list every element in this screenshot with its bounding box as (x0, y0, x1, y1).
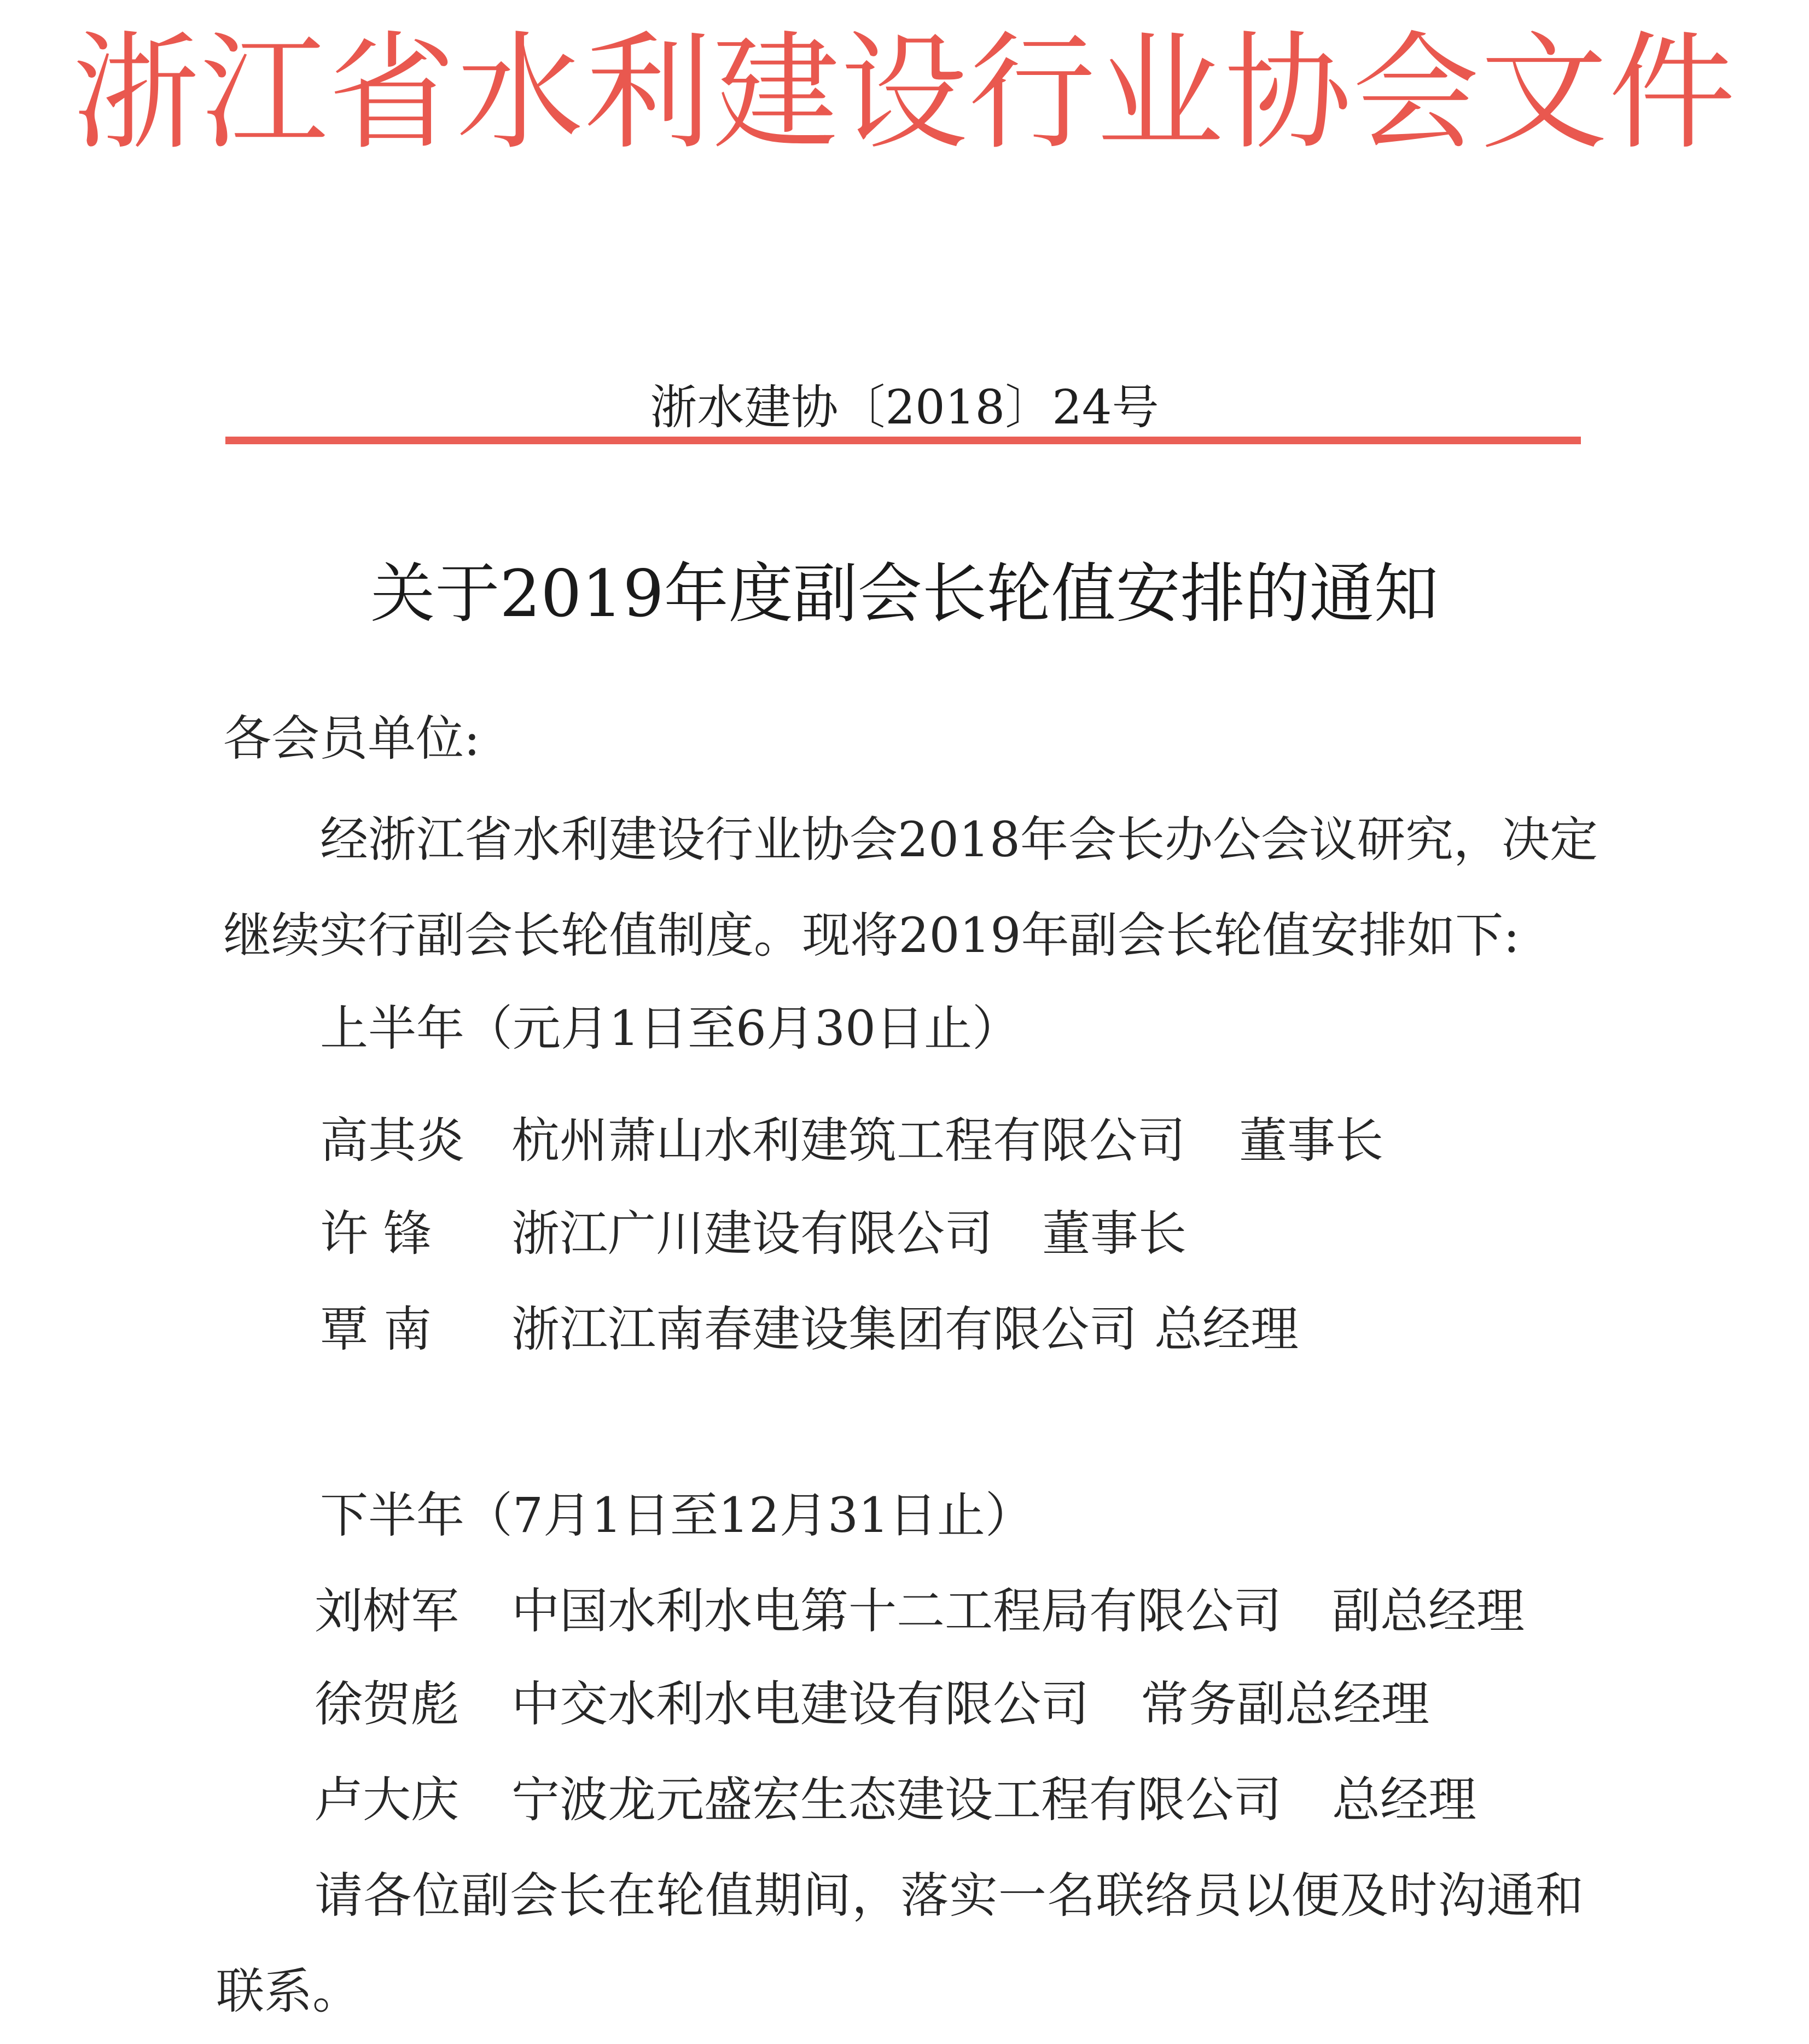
salutation: 各会员单位: (223, 710, 480, 766)
person-name: 许 锋 (320, 1205, 432, 1262)
second-half-heading: 下半年（7月1日至12月31日止） (320, 1487, 1033, 1543)
person-company: 浙江广川建设有限公司 (511, 1205, 993, 1262)
person-name: 高其炎 (320, 1112, 465, 1169)
person-company: 宁波龙元盛宏生态建设工程有限公司 (511, 1772, 1282, 1828)
person-company: 中交水利水电建设有限公司 (511, 1676, 1090, 1732)
person-position: 总经理 (1154, 1301, 1299, 1357)
notice-title: 关于2019年度副会长轮值安排的通知 (370, 556, 1439, 631)
person-position: 常务副总经理 (1141, 1676, 1430, 1732)
document-number: 浙水建协〔2018〕24号 (650, 380, 1159, 435)
first-half-heading: 上半年（元月1日至6月30日止） (320, 1000, 1020, 1056)
person-company: 中国水利水电第十二工程局有限公司 (511, 1583, 1282, 1639)
closing-paragraph-line-1: 请各位副会长在轮值期间，落实一名联络员以便及时沟通和 (315, 1867, 1584, 1924)
person-company: 杭州萧山水利建筑工程有限公司 (511, 1112, 1186, 1169)
person-position: 董事长 (1042, 1205, 1187, 1262)
person-name: 覃 南 (320, 1301, 432, 1357)
intro-paragraph-line-1: 经浙江省水利建设行业协会2018年会长办公会议研究，决定 (320, 811, 1598, 868)
person-name: 刘树军 (315, 1583, 459, 1639)
person-name: 徐贺彪 (315, 1676, 459, 1732)
closing-paragraph-line-2: 联系。 (216, 1963, 361, 2019)
person-company: 浙江江南春建设集团有限公司 (511, 1301, 1138, 1357)
red-divider-line (225, 437, 1581, 444)
person-position: 董事长 (1239, 1112, 1384, 1169)
person-position: 副总经理 (1332, 1583, 1525, 1639)
document-masthead: 浙江省水利建设行业协会文件 (72, 19, 1737, 167)
intro-paragraph-line-2: 继续实行副会长轮值制度。现将2019年副会长轮值安排如下: (223, 907, 1520, 963)
person-name: 卢大庆 (315, 1772, 459, 1828)
person-position: 总经理 (1332, 1772, 1477, 1828)
